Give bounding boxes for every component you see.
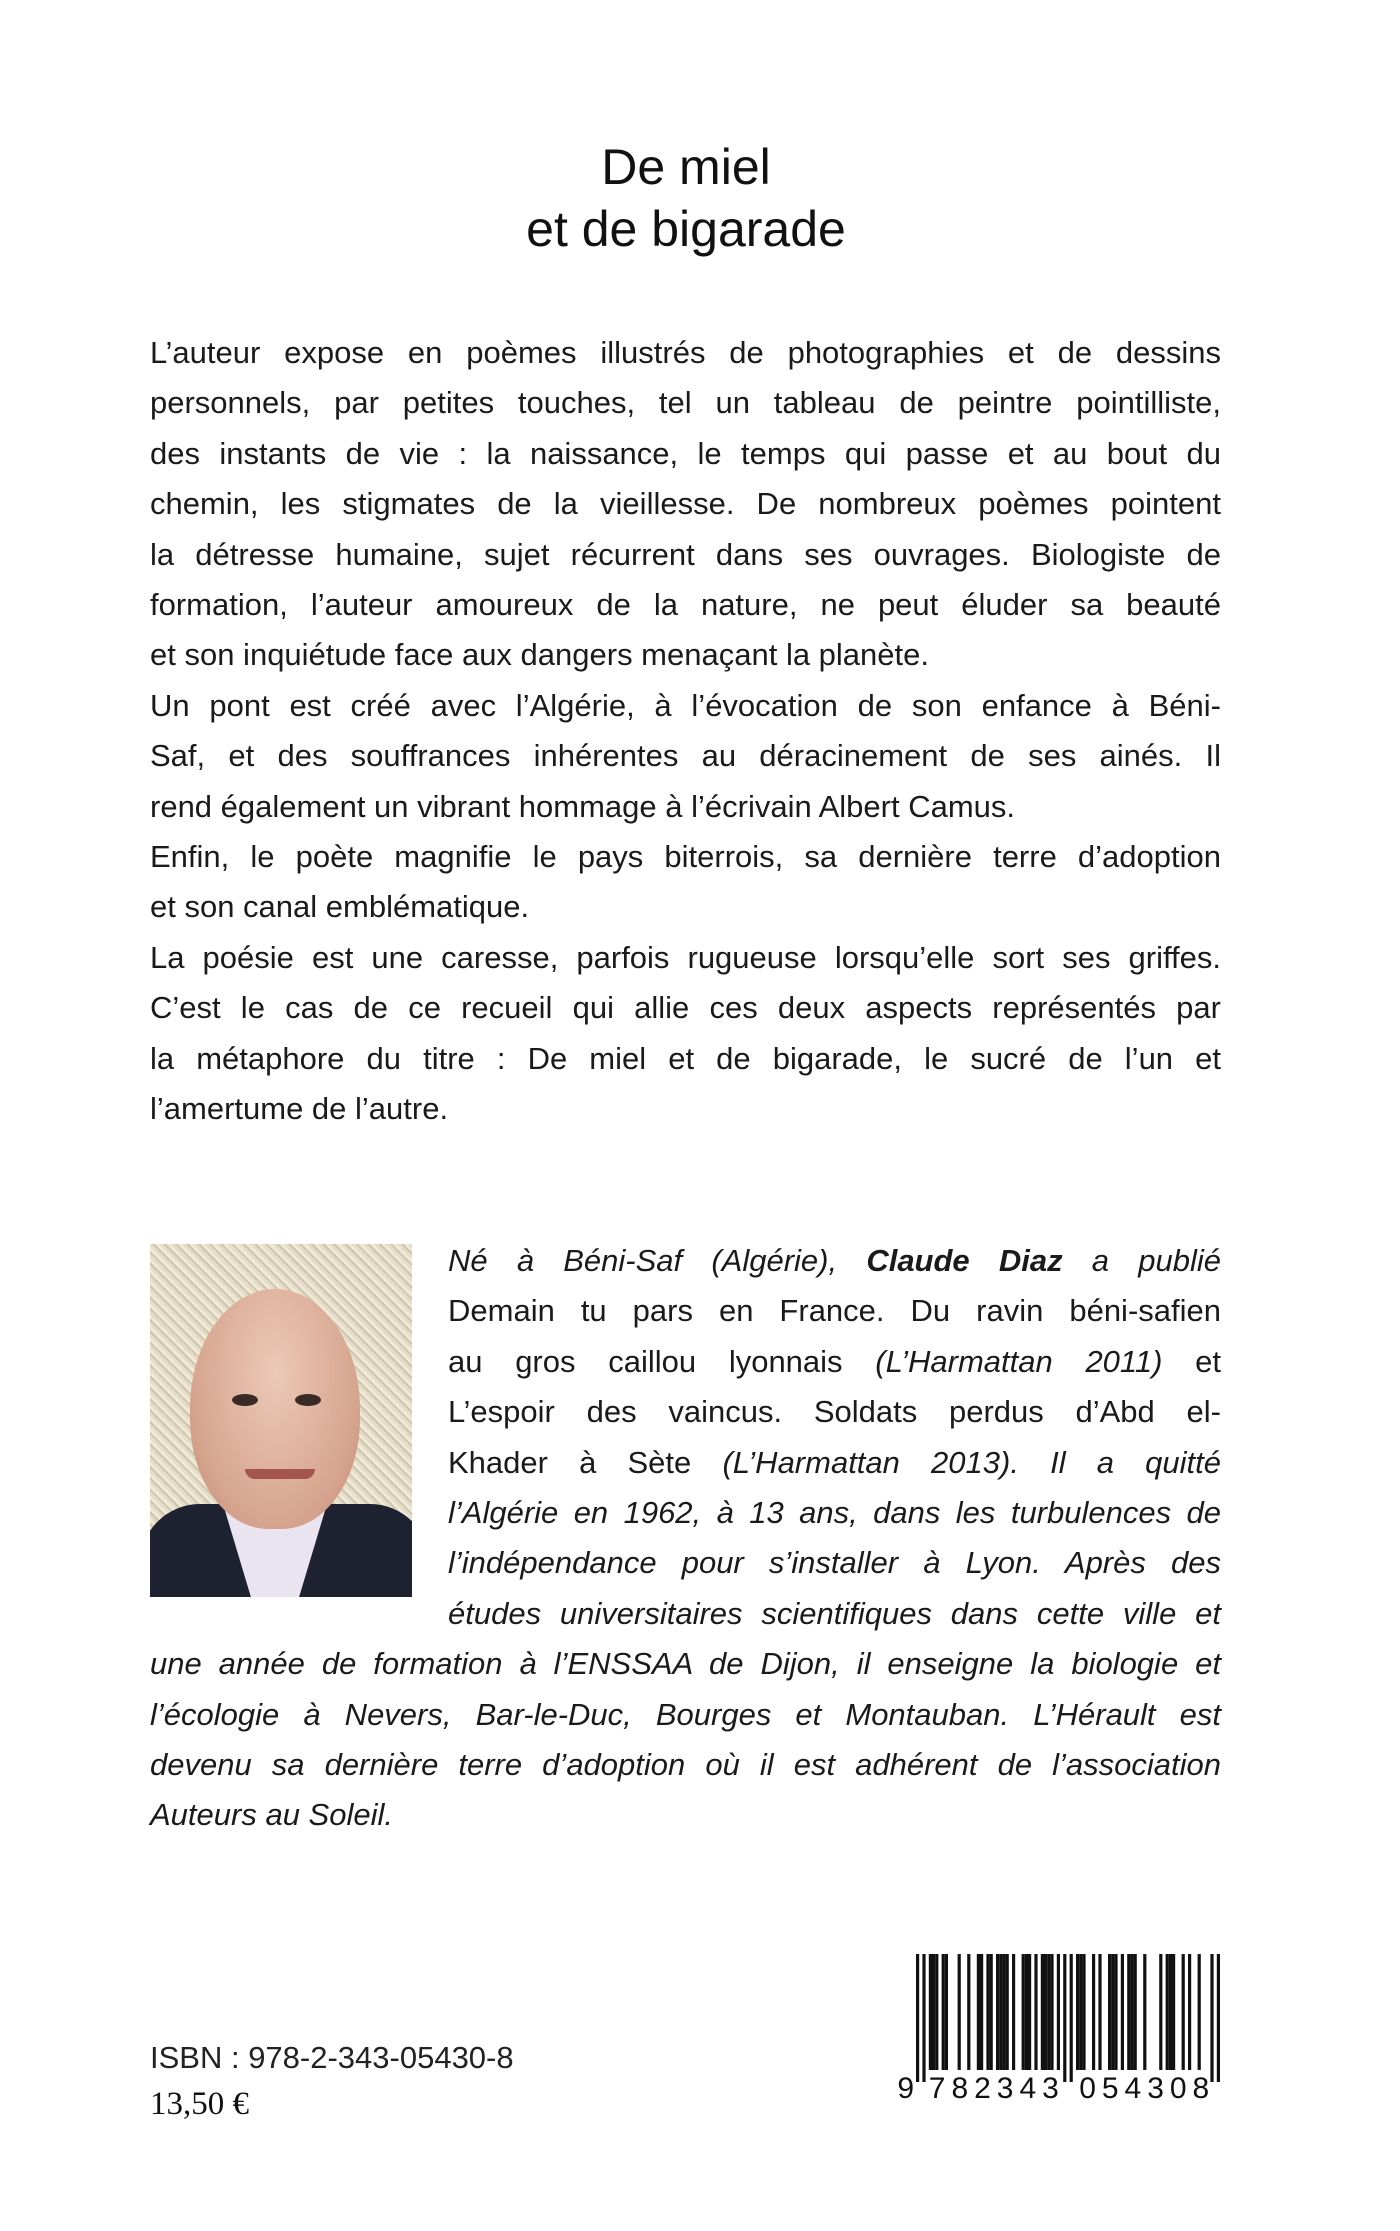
bio-text: l’indépendance pour s’installer à Lyon. Après des <box>448 1545 1221 1581</box>
barcode-bar <box>1063 1954 1066 2082</box>
title-line-2: et de bigarade <box>526 201 846 257</box>
barcode-bar <box>1025 1954 1028 2070</box>
barcode-bar <box>942 1954 945 2070</box>
bio-text: Auteurs au Soleil. <box>150 1797 393 1833</box>
isbn-barcode <box>896 1950 1226 2105</box>
bio-line <box>150 1690 1221 1740</box>
barcode-bar <box>1098 1954 1101 2070</box>
author-photo <box>150 1244 412 1597</box>
barcode-bar <box>1114 1954 1117 2070</box>
blurb-line: chemin, les stigmates de la vieillesse. De nombreux poèmes pointent <box>150 486 1221 522</box>
barcode-bar <box>1070 1954 1073 2082</box>
bio-text: Né à Béni-Saf (Algérie), <box>448 1243 867 1278</box>
barcode-bar <box>1034 1954 1037 2070</box>
barcode-bar <box>1127 1954 1130 2070</box>
barcode-bar <box>990 1954 993 2070</box>
bio-line <box>150 1740 1221 1790</box>
barcode-bar <box>1022 1954 1025 2070</box>
barcode-bar <box>935 1954 938 2070</box>
barcode-bar <box>1166 1954 1169 2070</box>
barcode-bar <box>977 1954 980 2070</box>
barcode-bar <box>1111 1954 1114 2070</box>
barcode-bar <box>1076 1954 1079 2070</box>
title-line-1: De miel <box>601 139 771 195</box>
bio-text: Khader à Sète <box>448 1444 723 1480</box>
barcode-bar <box>1130 1954 1133 2070</box>
barcode-bar <box>1210 1954 1213 2082</box>
barcode-bar <box>999 1954 1002 2070</box>
blurb-line: la détresse humaine, sujet récurrent dans ses ouvrages. Biologiste de <box>150 536 1221 572</box>
blurb-line: formation, l’auteur amoureux de la nature, ne peut éluder sa beauté <box>150 587 1221 623</box>
barcode-bar <box>1082 1954 1085 2070</box>
barcode-bar <box>1050 1954 1053 2070</box>
blurb-line: L’auteur expose en poèmes illustrés de photographies et de dessins <box>150 335 1221 370</box>
barcode-bar <box>1006 1954 1009 2070</box>
blurb-line: Enfin, le poète magnifie le pays biterrois, sa dernière terre d’adoption <box>150 839 1221 875</box>
barcode-bar <box>1057 1954 1060 2070</box>
blurb-line: des instants de vie : la naissance, le temps qui passe et au bout du <box>150 435 1221 471</box>
barcode-bar <box>929 1954 932 2070</box>
barcode-bar <box>996 1954 999 2070</box>
barcode-bar <box>1047 1954 1050 2070</box>
bio-text: (L’Harmattan 2013). Il a quitté <box>722 1444 1221 1480</box>
barcode-bar <box>1134 1954 1137 2070</box>
bio-text: l’écologie à Nevers, Bar-le-Duc, Bourges et Montauban. L’Hérault est <box>150 1696 1221 1732</box>
barcode-bar <box>1217 1954 1220 2082</box>
barcode-digits: 9 <box>897 2072 914 2105</box>
bio-text: L’espoir des vaincus. Soldats perdus d’Abd el- <box>448 1394 1221 1430</box>
barcode-digits: 054308 <box>1079 2072 1210 2105</box>
barcode-bar <box>1159 1954 1162 2070</box>
barcode-bar <box>1092 1954 1095 2070</box>
barcode-digits: 782343 <box>928 2072 1059 2105</box>
blurb-line: et son inquiétude face aux dangers menaçant la planète. <box>150 637 929 673</box>
blurb-line: et son canal emblématique. <box>150 889 530 925</box>
bio-text: Demain tu pars en France. Du ravin béni-safien <box>448 1293 1221 1329</box>
barcode-bar <box>980 1954 983 2070</box>
bio-line <box>150 1790 1221 1840</box>
barcode-bar <box>1169 1954 1172 2070</box>
barcode-bar <box>916 1954 919 2082</box>
price: 13,50 € <box>150 2086 249 2122</box>
book-blurb <box>150 328 1221 1135</box>
barcode-bar <box>1182 1954 1185 2070</box>
barcode-bar <box>922 1954 925 2082</box>
bio-text: au gros caillou lyonnais <box>448 1343 876 1379</box>
bio-text: une année de formation à l’ENSSAA de Dijon, il enseigne la biologie et <box>150 1646 1221 1682</box>
book-title <box>0 136 1372 260</box>
barcode-bar <box>967 1954 970 2070</box>
isbn: ISBN : 978-2-343-05430-8 <box>150 2040 514 2075</box>
bio-text: l’Algérie en 1962, à 13 ans, dans les turbulences de <box>448 1495 1221 1531</box>
barcode-bar <box>1044 1954 1047 2070</box>
barcode-bar <box>1041 1954 1044 2070</box>
author-bio <box>150 1236 1221 1841</box>
bio-text: études universitaires scientifiques dans cette ville et <box>448 1595 1221 1631</box>
bio-text: a publié <box>1062 1243 1221 1278</box>
barcode-bar <box>1172 1954 1175 2070</box>
barcode-bar <box>1079 1954 1082 2070</box>
blurb-line: Un pont est créé avec l’Algérie, à l’évocation de son enfance à Béni- <box>150 687 1221 723</box>
blurb-line: La poésie est une caresse, parfois rugueuse lorsqu’elle sort ses griffes. <box>150 939 1221 975</box>
barcode-bar <box>1002 1954 1005 2070</box>
bio-line <box>150 1639 1221 1689</box>
author-photo-wrapper <box>150 1236 448 1639</box>
bio-text: et <box>1162 1343 1222 1379</box>
blurb-line: personnels, par petites touches, tel un tableau de peintre pointilliste, <box>150 385 1221 421</box>
barcode-bar <box>1108 1954 1111 2070</box>
blurb-line: C’est le cas de ce recueil qui allie ces deux aspects représentés par <box>150 990 1221 1026</box>
blurb-line: l’amertume de l’autre. <box>150 1091 449 1127</box>
blurb-line: rend également un vibrant hommage à l’écrivain Albert Camus. <box>150 788 1016 824</box>
barcode-bar <box>958 1954 961 2070</box>
barcode-bar <box>1188 1954 1191 2070</box>
barcode-bar <box>1198 1954 1201 2070</box>
bio-text: devenu sa dernière terre d’adoption où il est adhérent de l’association <box>150 1747 1221 1783</box>
barcode-bar <box>986 1954 989 2070</box>
barcode-bar <box>1143 1954 1146 2070</box>
blurb-line: la métaphore du titre : De miel et de bigarade, le sucré de l’un et <box>150 1040 1221 1076</box>
author-name: Claude Diaz <box>866 1243 1063 1278</box>
barcode-bar <box>932 1954 935 2070</box>
barcode-bar <box>1121 1954 1124 2070</box>
barcode-bar <box>1028 1954 1031 2070</box>
bio-text: (L’Harmattan 2011) <box>875 1343 1163 1379</box>
blurb-line: Saf, et des souffrances inhérentes au déracinement de ses ainés. Il <box>150 738 1221 774</box>
barcode-bar <box>1012 1954 1015 2070</box>
barcode-bar <box>945 1954 948 2070</box>
